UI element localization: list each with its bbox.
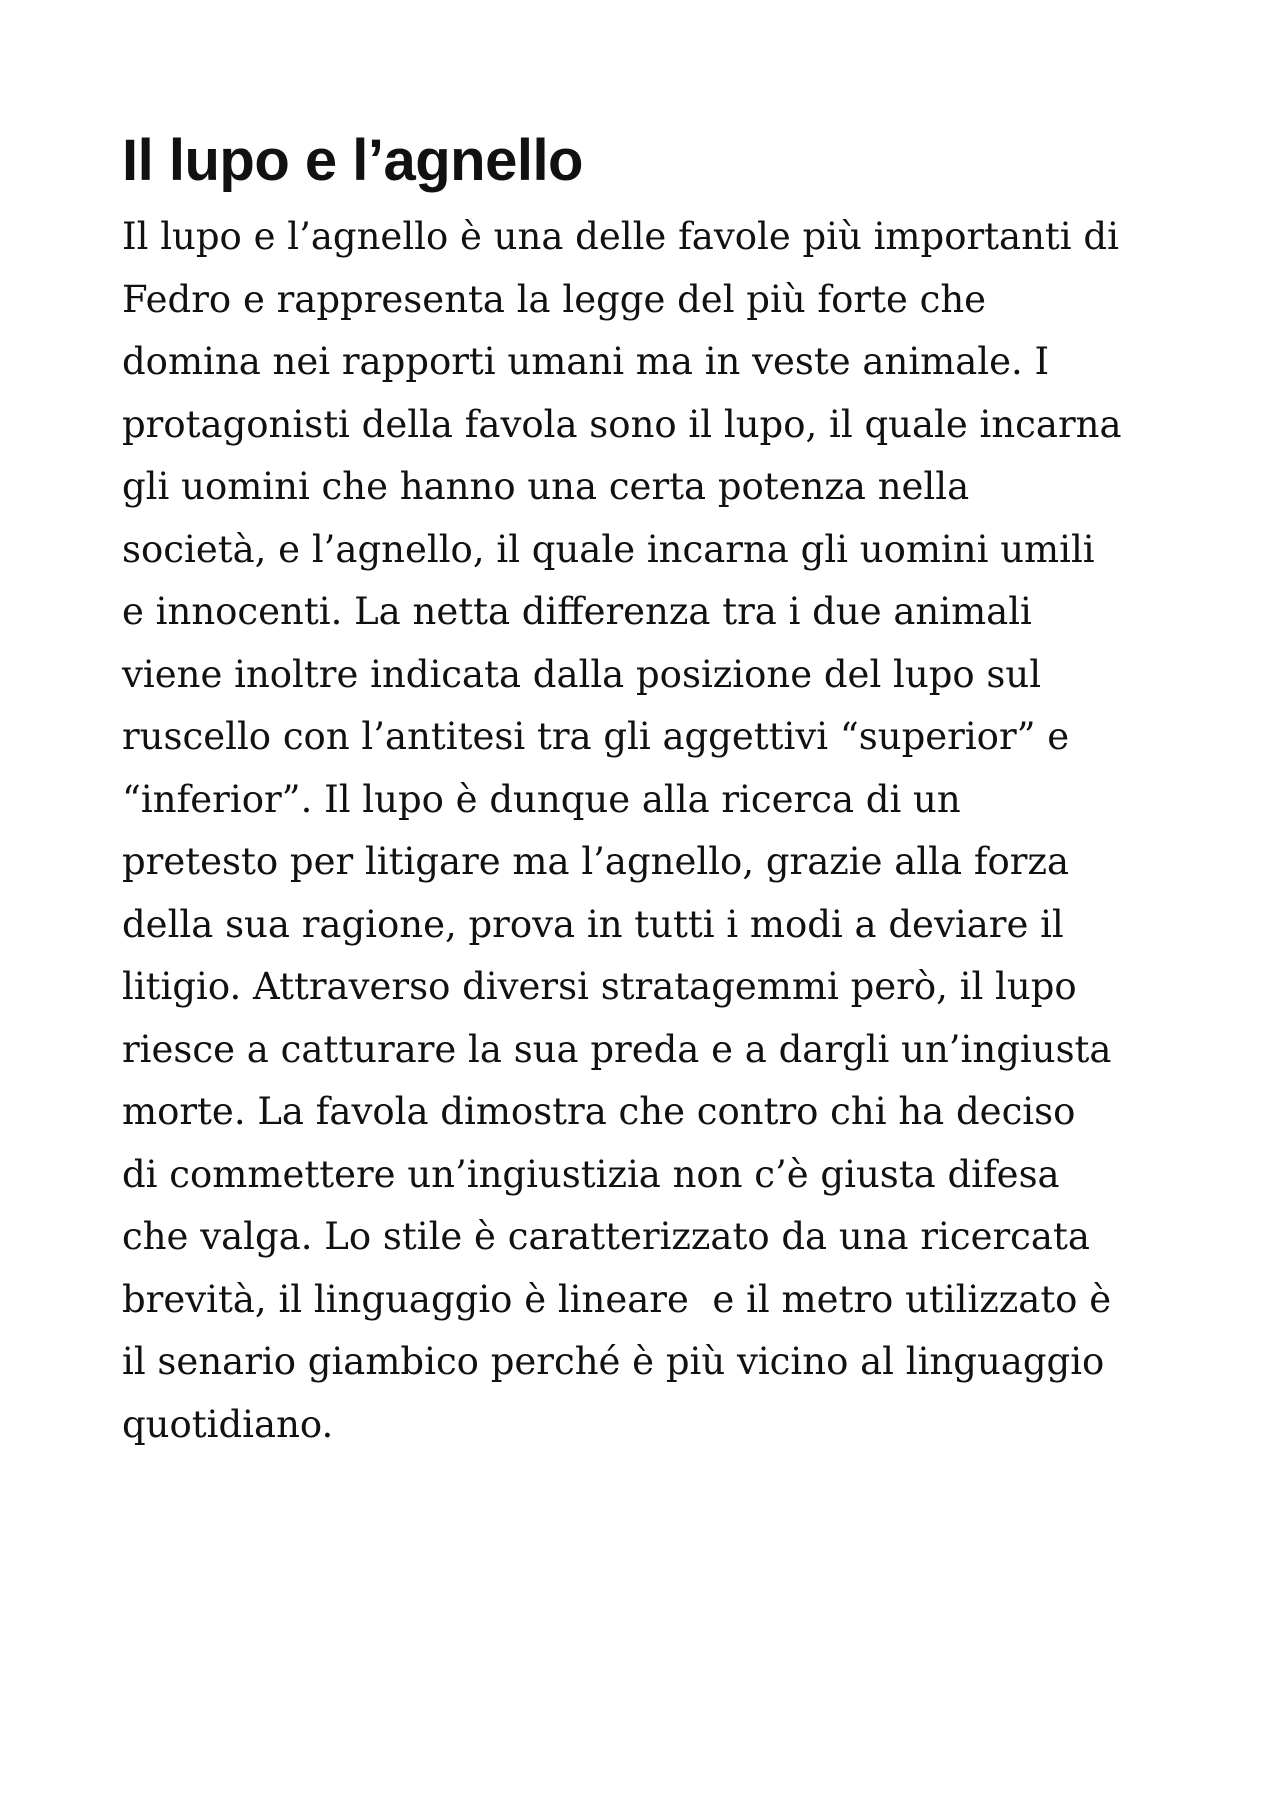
body-line: di commettere un’ingiustizia non c’è giusta difesa: [122, 1152, 1060, 1196]
body-line: il senario giambico perché è più vicino al linguaggio: [122, 1340, 1105, 1383]
body-line: gli uomini che hanno una certa potenza nella: [122, 465, 970, 508]
body-line: domina nei rapporti umani ma in veste animale. I: [122, 340, 1050, 383]
body-line: della sua ragione, prova in tutti i modi a deviare il: [122, 902, 1064, 946]
document-title: Il lupo e l’agnello: [122, 128, 583, 193]
body-line: “inferior”. Il lupo è dunque alla ricerca di un: [122, 777, 961, 821]
body-line: Fedro e rappresenta la legge del più forte che: [122, 277, 987, 321]
document-body: [122, 206, 1178, 1456]
body-line: società, e l’agnello, il quale incarna gli uomini umili: [122, 527, 1095, 571]
body-line: protagonisti della favola sono il lupo, il quale incarna: [122, 402, 1122, 446]
body-line: che valga. Lo stile è caratterizzato da una ricercata: [122, 1215, 1090, 1258]
body-line: morte. La favola dimostra che contro chi ha deciso: [122, 1090, 1076, 1133]
body-line: quotidiano.: [122, 1402, 334, 1446]
body-line: e innocenti. La netta differenza tra i due animali: [122, 590, 1032, 633]
body-line: riesce a catturare la sua preda e a dargli un’ingiusta: [122, 1027, 1112, 1071]
body-line: Il lupo e l’agnello è una delle favole più importanti di: [122, 215, 1119, 258]
body-line: viene inoltre indicata dalla posizione del lupo sul: [122, 652, 1042, 696]
document-page: [122, 128, 1178, 1456]
body-line: litigio. Attraverso diversi stratagemmi però, il lupo: [122, 965, 1077, 1008]
body-line: ruscello con l’antitesi tra gli aggettivi “superior” e: [122, 715, 1070, 758]
body-line: pretesto per litigare ma l’agnello, grazie alla forza: [122, 840, 1070, 883]
body-line: brevità, il linguaggio è lineare e il metro utilizzato è: [122, 1277, 1112, 1321]
